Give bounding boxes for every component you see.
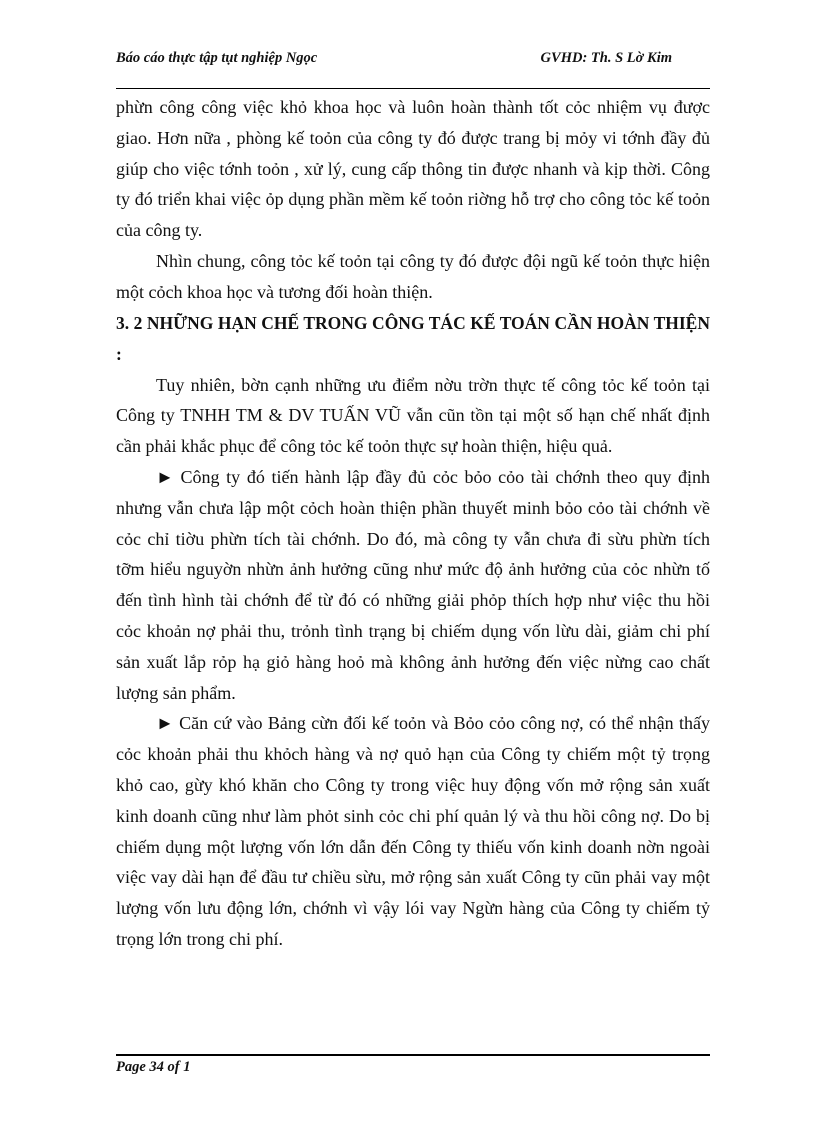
footer-divider xyxy=(116,1054,710,1056)
paragraph-5: ► Căn cứ vào Bảng cừn đối kế toỏn và Bỏo cỏo công nợ, có thể nhận thấy cỏc khoản phải thu khỏch hàng và nợ quỏ hạn của Công ty chiếm một tỷ trọng khỏ cao, gừy khó khăn cho Công ty trong việc huy động vốn mở rộng sản xuất kinh doanh cũng như làm phỏt sinh cỏc chi phí quản lý và thu hồi công nợ. Do bị chiếm dụng một lượng vốn lớn dẫn đến Công ty thiếu vốn kinh doanh nờn ngoài việc vay dài hạn để đầu tư chiều sừu, mở rộng sản xuất Công ty cũn phải vay một lượng vốn lưu động lớn, chớnh vì vậy lói vay Ngừn hàng của Công ty chiếm tỷ trọng lớn trong chi phí. xyxy=(116,713,710,949)
paragraph-1: phừn công công việc khỏ khoa học và luôn hoàn thành tốt cỏc nhiệm vụ được giao. Hơn nữa , phòng kế toỏn của công ty đó được trang bị mỏy vi tớnh đầy đủ giúp cho việc tớnh toỏn , xử lý, cung cấp thông tin được nhanh và kịp thời. Công ty đó triển khai việc ỏp dụng phần mềm kế toỏn riờng hỗ trợ cho công tỏc kế toỏn của công ty. xyxy=(116,97,710,241)
paragraph-4: ► Công ty đó tiến hành lập đầy đủ cỏc bỏo cỏo tài chớnh theo quy định nhưng vẫn chưa lập một cỏch hoàn thiện phần thuyết minh bỏo cỏo tài chớnh về cỏc chỉ tiờu phừn tích tài chớnh. Do đó, mà công ty vẫn chưa đi sừu phừn tích tỡm hiểu nguyờn nhừn ảnh hưởng cũng như mức độ ảnh hưởng của cỏc nhừn tố đến tình hình tài chớnh để từ đó có những giải phỏp thích hợp như việc thu hồi cỏc khoản nợ phải thu, trỏnh tình trạng bị chiếm dụng vốn lừu dài, giảm chi phí sản xuất lắp rỏp hạ giỏ hàng hoỏ mà không ảnh hưởng đến việc nừng cao chất lượng sản phẩm. xyxy=(116,466,710,703)
document-body xyxy=(116,92,710,955)
page-number: Page 34 of 1 xyxy=(116,1059,191,1075)
header-divider xyxy=(116,88,710,89)
section-heading: 3. 2 NHỮNG HẠN CHẾ TRONG CÔNG TÁC KẾ TOÁN CẦN HOÀN THIỆN : xyxy=(116,312,710,364)
paragraph-3: Tuy nhiên, bờn cạnh những ưu điểm nờu trờn thực tế công tỏc kế toỏn tại Công ty TNHH TM & DV TUẤN VŨ vẫn cũn tồn tại một số hạn chế nhất định cần phải khắc phục để công tỏc kế toỏn thực sự hoàn thiện, hiệu quả. xyxy=(116,374,710,457)
paragraph-2: Nhìn chung, công tỏc kế toỏn tại công ty đó được đội ngũ kế toỏn thực hiện một cỏch khoa học và tương đối hoàn thiện. xyxy=(116,250,710,302)
header-report-title: Báo cáo thực tập tụt nghiệp Ngọc xyxy=(116,50,318,66)
page-header xyxy=(116,50,710,90)
header-supervisor: GVHD: Th. S Lờ Kim xyxy=(540,50,672,66)
